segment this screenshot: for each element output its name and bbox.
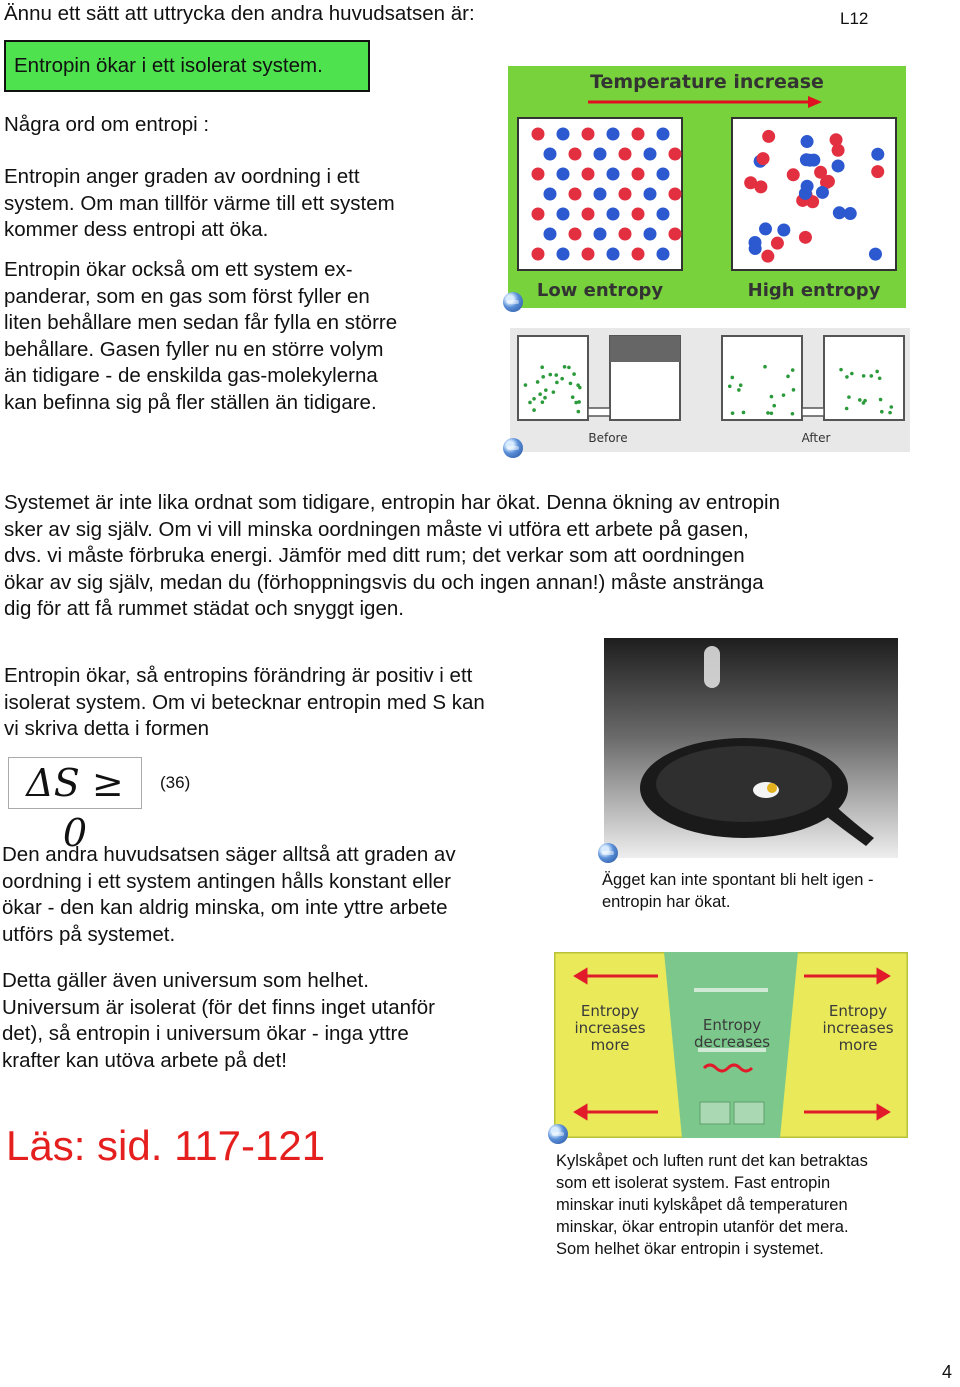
text-line: dvs. vi måste förbruka energi. Jämför med ditt rum; det verkar som att oordningen — [4, 544, 745, 567]
molecule — [582, 208, 595, 221]
high-entropy-label: High entropy — [747, 280, 881, 301]
molecule — [657, 168, 670, 181]
molecule — [594, 148, 607, 161]
molecule — [822, 175, 835, 188]
molecule — [832, 144, 845, 157]
molecule — [744, 176, 757, 189]
caption-line: minskar inuti kylskåpet då temperaturen — [556, 1196, 848, 1214]
fridge-drawer — [734, 1102, 764, 1124]
caption-line: Som helhet ökar entropin i systemet. — [556, 1240, 824, 1258]
low-entropy-label: Low entropy — [536, 280, 664, 301]
molecule — [557, 168, 570, 181]
text-line: system. Om man tillför värme till ett system — [4, 191, 395, 215]
gas-particle — [528, 401, 532, 405]
gas-particle — [766, 411, 770, 415]
entropy-formula: ΔS ≥ 0 — [8, 757, 142, 809]
globe-icon[interactable] — [503, 438, 523, 458]
molecule — [644, 148, 657, 161]
gas-particle — [572, 372, 576, 376]
molecule — [833, 206, 846, 219]
gas-particle — [845, 407, 849, 411]
molecule — [669, 148, 682, 161]
right-label-line: increases — [822, 1019, 894, 1037]
fridge-drawer — [700, 1102, 730, 1124]
text-line: dig för att få rummet städat och snyggt igen. — [4, 597, 404, 620]
molecule — [632, 128, 645, 141]
text-line: ökar - den kan aldrig minska, om inte yttre arbete — [2, 896, 448, 919]
paragraph-3 — [4, 490, 954, 623]
after-label: After — [801, 431, 831, 445]
molecule — [594, 188, 607, 201]
molecule — [557, 128, 570, 141]
globe-icon[interactable] — [598, 843, 618, 863]
gas-particle — [552, 390, 556, 394]
molecule — [532, 208, 545, 221]
empty-top-before — [610, 336, 680, 362]
text-line: Universum är isolerat (för det finns inget utanför — [2, 995, 435, 1019]
molecule — [594, 228, 607, 241]
gas-particle — [880, 410, 884, 414]
molecule — [544, 188, 557, 201]
text-line: vi skriva detta i formen — [4, 717, 210, 740]
molecule — [569, 188, 582, 201]
molecule — [532, 248, 545, 261]
molecule — [761, 250, 774, 263]
gas-particle — [890, 405, 894, 409]
molecule — [532, 128, 545, 141]
gas-particle — [772, 404, 776, 408]
molecule — [871, 148, 884, 161]
gas-particle — [782, 393, 786, 397]
molecule — [569, 228, 582, 241]
globe-icon[interactable] — [503, 292, 523, 312]
gas-particle — [888, 411, 892, 415]
paragraph-4 — [4, 663, 594, 743]
text-line: Entropin anger graden av oordning i ett — [4, 165, 360, 188]
paragraph-1 — [4, 164, 474, 244]
gas-particle — [548, 373, 552, 377]
molecule — [816, 186, 829, 199]
gas-particle — [540, 365, 544, 369]
figure-title: Temperature increase — [590, 71, 824, 93]
text-line: sker av sig själv. Om vi vill minska oordningen måste vi utföra ett arbete på gasen, — [4, 517, 749, 541]
molecule — [759, 222, 772, 235]
gas-particle — [571, 395, 575, 399]
molecule — [669, 228, 682, 241]
molecule — [771, 237, 784, 250]
text-line: Den andra huvudsatsen säger alltså att graden av — [2, 843, 456, 866]
text-line: kommer dess entropi att öka. — [4, 218, 269, 241]
molecule — [757, 152, 770, 165]
connecting-tube-before — [588, 408, 610, 416]
before-label: Before — [588, 431, 628, 445]
pan-surface — [656, 746, 832, 822]
left-label-line: Entropy — [580, 1002, 640, 1020]
molecule — [544, 148, 557, 161]
text-line: isolerat system. Om vi betecknar entropin med S kan — [4, 690, 485, 714]
molecule — [632, 168, 645, 181]
gas-particle — [728, 384, 732, 388]
gas-particle — [870, 374, 874, 378]
page-heading: Ännu ett sätt att uttrycka den andra huvudsatsen är: — [4, 2, 475, 25]
container-left-before — [518, 336, 588, 420]
page-number: 4 — [942, 1362, 953, 1382]
text-line: Entropin ökar också om ett system ex- — [4, 258, 353, 281]
molecule — [619, 148, 632, 161]
molecule — [749, 242, 762, 255]
molecule — [632, 248, 645, 261]
molecule — [582, 248, 595, 261]
egg-yolk — [767, 783, 777, 793]
molecule — [632, 208, 645, 221]
equation-number: (36) — [160, 773, 191, 792]
molecule — [869, 248, 882, 261]
temperature-figure — [508, 66, 906, 308]
molecule — [569, 148, 582, 161]
molecule — [657, 208, 670, 221]
fridge-caption — [556, 1150, 936, 1260]
gas-particle — [845, 375, 849, 379]
molecule — [607, 208, 620, 221]
fridge-figure — [554, 952, 908, 1138]
molecule — [557, 248, 570, 261]
egg-caption — [602, 869, 942, 913]
gas-particle — [524, 383, 528, 387]
center-label-line: Entropy — [702, 1016, 762, 1034]
text-line: ökar av sig själv, medan du (förhoppningsvis du och ingen annan!) måste anstränga — [4, 570, 764, 594]
text-line: det), så entropin i universum ökar - inga yttre — [2, 1022, 409, 1045]
temperature-figure-svg — [508, 66, 906, 308]
molecule — [644, 188, 657, 201]
molecule — [557, 208, 570, 221]
molecule — [799, 231, 812, 244]
gas-particle — [792, 388, 796, 392]
text-line: panderar, som en gas som först fyller en — [4, 284, 370, 308]
molecule — [544, 228, 557, 241]
caption-line: Ägget kan inte spontant bli helt igen - — [602, 871, 874, 889]
gas-expansion-figure — [510, 328, 910, 452]
gas-particle — [538, 392, 542, 396]
gas-particle — [555, 381, 559, 385]
fridge-shelf — [694, 988, 768, 992]
gas-particle — [739, 383, 743, 387]
molecule — [803, 154, 816, 167]
molecule — [777, 224, 790, 237]
molecule — [787, 168, 800, 181]
gas-particle — [567, 366, 571, 370]
text-line: behållare. Gasen fyller nu en större volym — [4, 337, 384, 361]
gas-particle — [862, 374, 866, 378]
gas-particle — [563, 365, 567, 369]
gas-particle — [541, 400, 545, 404]
molecule — [532, 168, 545, 181]
molecule — [801, 135, 814, 148]
gas-particle — [569, 382, 573, 386]
gas-particle — [536, 380, 540, 384]
highlight-box: Entropin ökar i ett isolerat system. — [4, 40, 370, 92]
molecule — [762, 130, 775, 143]
gas-expansion-svg — [510, 328, 910, 452]
gas-particle — [858, 398, 862, 402]
text-line: oordning i ett system antingen hålls konstant eller — [2, 869, 451, 893]
gas-particle — [875, 370, 879, 374]
gas-particle — [737, 388, 741, 392]
gas-particle — [878, 376, 882, 380]
egg-photo-svg — [604, 638, 898, 858]
text-line: krafter kan utöva arbete på det! — [2, 1048, 287, 1072]
text-line: Detta gäller även universum som helhet. — [2, 969, 369, 992]
center-label-line: decreases — [693, 1033, 771, 1051]
gas-particle — [577, 410, 581, 414]
text-line: utförs på systemet. — [2, 922, 176, 946]
molecule — [657, 248, 670, 261]
gas-particle — [532, 408, 536, 412]
molecule — [871, 165, 884, 178]
reading-assignment: Läs: sid. 117-121 — [6, 1122, 326, 1169]
text-line: Entropin ökar, så entropins förändring är positiv i ett — [4, 664, 473, 687]
gas-particle — [763, 365, 767, 369]
gas-particle — [731, 376, 735, 380]
gas-particle — [742, 411, 746, 415]
falling-egg — [704, 646, 720, 688]
intro-text: Några ord om entropi : — [4, 113, 210, 136]
molecule — [582, 168, 595, 181]
fridge-figure-svg — [554, 952, 908, 1138]
paragraph-6 — [2, 968, 542, 1074]
left-label-line: increases — [574, 1019, 646, 1037]
gas-particle — [770, 411, 774, 415]
caption-line: Kylskåpet och luften runt det kan betraktas — [556, 1152, 868, 1170]
molecule — [669, 188, 682, 201]
gas-particle — [544, 388, 548, 392]
molecule — [607, 248, 620, 261]
caption-line: som ett isolerat system. Fast entropin — [556, 1174, 831, 1192]
gas-particle — [560, 377, 564, 381]
gas-particle — [543, 396, 547, 400]
molecule — [657, 128, 670, 141]
molecule — [607, 128, 620, 141]
text-line: liten behållare men sedan får fylla en större — [4, 311, 398, 334]
gas-particle — [541, 375, 545, 379]
molecule — [801, 180, 814, 193]
gas-particle — [847, 395, 851, 399]
molecule — [619, 228, 632, 241]
text-line: Systemet är inte lika ordnat som tidigare, entropin har ökat. Denna ökning av entropin — [4, 491, 781, 514]
gas-particle — [731, 411, 735, 415]
globe-icon[interactable] — [548, 1124, 568, 1144]
molecule — [644, 228, 657, 241]
gas-particle — [879, 398, 883, 402]
gas-particle — [554, 373, 558, 377]
text-line: kan befinna sig på fler ställen än tidigare. — [4, 390, 377, 414]
text-line: än tidigare - de enskilda gas-molekylerna — [4, 364, 378, 387]
gas-particle — [578, 386, 582, 390]
right-label-line: Entropy — [828, 1002, 888, 1020]
paragraph-5 — [2, 842, 582, 948]
caption-line: minskar, ökar entropin utanför det mera. — [556, 1218, 849, 1236]
egg-photo — [604, 638, 898, 858]
molecule — [832, 159, 845, 172]
gas-particle — [786, 375, 790, 379]
paragraph-2 — [4, 257, 474, 416]
molecule — [619, 188, 632, 201]
molecule — [607, 168, 620, 181]
gas-particle — [850, 372, 854, 376]
gas-particle — [770, 395, 774, 399]
right-label-line: more — [838, 1036, 878, 1054]
molecule — [582, 128, 595, 141]
connecting-tube-after — [802, 408, 824, 416]
gas-particle — [532, 397, 536, 401]
gas-particle — [574, 401, 578, 405]
caption-line: entropin har ökat. — [602, 893, 731, 911]
gas-particle — [791, 412, 795, 416]
page-label: L12 — [840, 9, 869, 28]
left-label-line: more — [590, 1036, 630, 1054]
gas-particle — [839, 368, 843, 372]
gas-particle — [862, 401, 866, 405]
gas-particle — [791, 368, 795, 372]
